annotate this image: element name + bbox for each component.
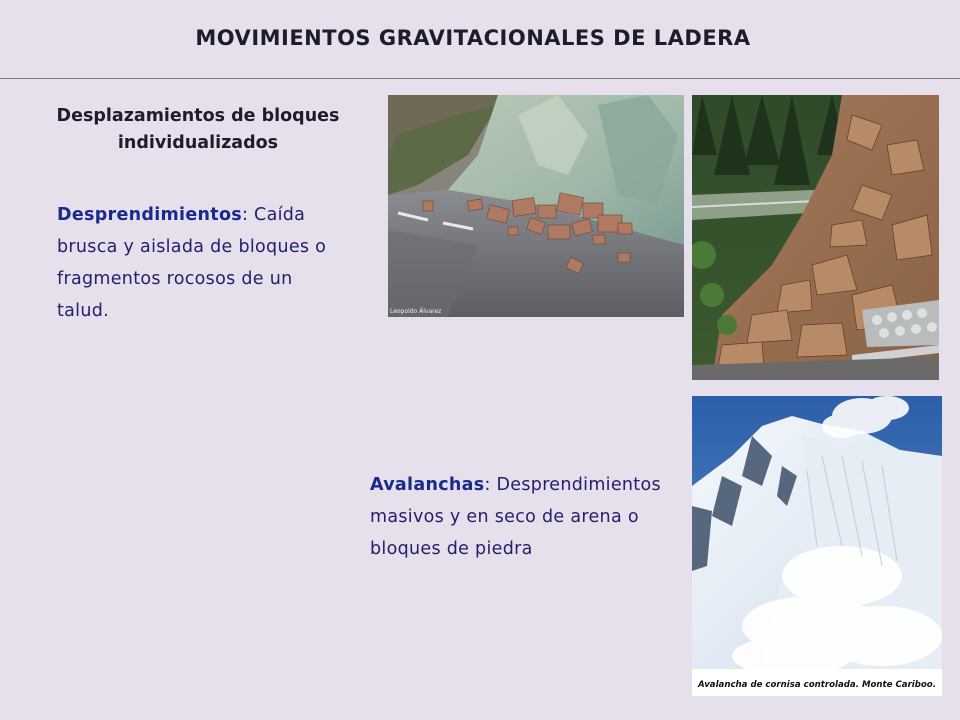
desprendimientos-paragraph bbox=[57, 199, 347, 327]
avalanche-photo bbox=[692, 396, 942, 696]
desprendimientos-definition: : Caída brusca y aislada de bloques o fragmentos rocosos de un talud. bbox=[57, 205, 327, 321]
avalanche-caption: Avalancha de cornisa controlada. Monte Cariboo. bbox=[698, 680, 936, 690]
photo-credit: Leopoldo Álvarez bbox=[390, 308, 442, 315]
desprendimientos-term: Desprendimientos bbox=[57, 205, 242, 225]
avalanchas-term: Avalanchas bbox=[370, 475, 485, 495]
title-divider bbox=[0, 78, 960, 79]
avalanchas-paragraph bbox=[370, 469, 670, 565]
avalanchas-definition: : Desprendimientos masivos y en seco de arena o bloques de piedra bbox=[370, 475, 661, 559]
rockfall-road-photo bbox=[388, 95, 684, 317]
slide-title: MOVIMIENTOS GRAVITACIONALES DE LADERA bbox=[195, 26, 751, 50]
rockfall-slope-photo bbox=[692, 95, 939, 380]
section-subtitle: Desplazamientos de bloques individualizados bbox=[56, 106, 340, 153]
